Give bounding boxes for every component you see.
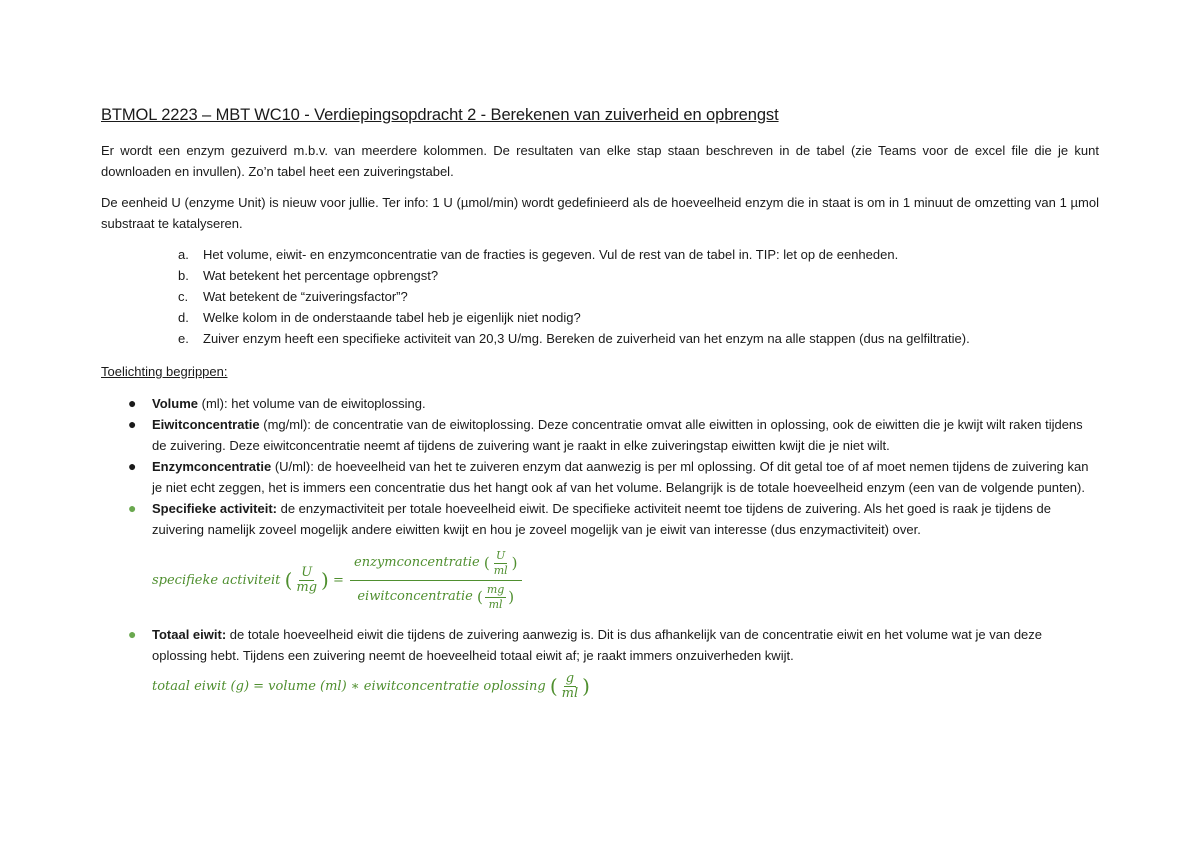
term-name: Totaal eiwit:	[152, 627, 227, 642]
task-letter: d.	[178, 310, 189, 325]
term-item-eiwitconcentratie	[101, 414, 1099, 456]
unit-denominator: ml	[493, 563, 508, 577]
term-name: Volume	[152, 396, 198, 411]
numerator-unit	[492, 549, 510, 578]
term-text: de totale hoeveelheid eiwit die tijdens de zuivering aanwezig is. Dit is dus afhankelijk van de concentratie eiwit en het volume wat je van deze oplossing hebt. Tijdens een zuivering neemt de hoeveelheid totaal eiwit af; je raakt immers onzuiverheden kwijt.	[152, 627, 1043, 663]
formula-lhs-unit	[294, 566, 319, 595]
task-text: Het volume, eiwit- en enzymconcentratie van de fracties is gegeven. Vul de rest van de tabel in. TIP: let op de eenheden.	[203, 247, 899, 262]
denominator-text: eiwitconcentratie	[357, 589, 473, 604]
formula-unit	[560, 672, 581, 701]
terms-list-continued	[101, 624, 1099, 666]
intro-paragraph-1: Er wordt een enzym gezuiverd m.b.v. van meerdere kolommen. De resultaten van elke stap staan beschreven in de tabel (zie Teams voor de excel file die je kunt downloaden en invullen). Zo’n tabel heet een zuiveringstabel.	[101, 143, 1099, 179]
task-list	[101, 244, 1099, 349]
section-subheading: Toelichting begrippen:	[101, 364, 228, 379]
formula-text: totaal eiwit (g) = volume (ml) ∗ eiwitconcentratie oplossing	[152, 678, 546, 694]
task-text: Wat betekent het percentage opbrengst?	[203, 268, 439, 283]
task-text: Wat betekent de “zuiveringsfactor”?	[203, 289, 408, 304]
formula-lhs: specifieke activiteit	[152, 572, 281, 588]
term-text: de enzymactiviteit per totale hoeveelheid eiwit. De specifieke activiteit neemt toe tijdens de zuivering. Als het goed is raak je tijdens de zuivering namelijk zoveel mogelijk andere eiwitten kwijt en hou je zoveel mogelijk van je eiwit van interesse (dus enzymactiviteit) over.	[152, 501, 1051, 537]
formula-rhs-denominator: eiwitconcentratie ( $\frac{mg}{ml}$ )	[357, 582, 515, 611]
unit-numerator: U	[496, 548, 506, 562]
task-item	[178, 307, 1099, 328]
unit-denominator: ml	[561, 685, 579, 701]
term-item-specifieke-activiteit	[101, 498, 1099, 540]
unit-denominator: mg	[296, 579, 318, 595]
formula-totaal-eiwit: totaal eiwit (g) = volume (ml) ∗ eiwitconcentratie oplossing ( $\frac{g}{ml}$ )	[152, 670, 590, 701]
task-item	[178, 286, 1099, 307]
bullet-icon: ●	[128, 395, 137, 411]
task-letter: c.	[178, 289, 189, 304]
formula-rhs-numerator: enzymconcentratie ( $\frac{U}{ml}$ )	[350, 549, 522, 581]
term-text: (U/ml): de hoeveelheid van het te zuiveren enzym dat aanwezig is per ml oplossing. Of dit getal toe of af moet nemen tijdens de zuivering kan je niet echt zeggen, het is immers een concentratie dus het hangt ook af van het volume. Belangrijk is de totale hoeveelheid enzym (een van de volgende punten).	[152, 459, 1089, 495]
numerator-text: enzymconcentratie	[354, 555, 480, 570]
term-item-totaal-eiwit	[101, 624, 1099, 666]
term-name: Enzymconcentratie	[152, 459, 272, 474]
unit-numerator: U	[301, 564, 313, 580]
unit-numerator: g	[565, 670, 575, 686]
unit-denominator: ml	[488, 597, 503, 611]
bullet-icon: ●	[128, 416, 137, 432]
term-text: (mg/ml): de concentratie van de eiwitoplossing. Deze concentratie omvat alle eiwitten in oplossing, ook de eiwitten die je kwijt wilt raken tijdens de zuivering. Deze eiwitconcentratie neemt af tijdens de zuivering want je raakt in elke zuiveringstap eiwitten kwijt die je niet wilt.	[152, 417, 1083, 453]
term-item-enzymconcentratie	[101, 456, 1099, 498]
denominator-unit	[485, 583, 506, 612]
term-text: (ml): het volume van de eiwitoplossing.	[198, 396, 426, 411]
bullet-icon: ●	[128, 458, 137, 474]
term-name: Eiwitconcentratie	[152, 417, 260, 432]
bullet-icon: ●	[128, 500, 137, 516]
task-letter: e.	[178, 331, 189, 346]
task-item	[178, 244, 1099, 265]
formula-specifieke-activiteit: specifieke activiteit ( $\frac{U}{mg}$ ) = enzymconcentratie ( $\frac{U}{ml}$ ) eiwitconcentratie ( $\frac{mg}{ml}$ )	[101, 558, 1099, 602]
document-title: BTMOL 2223 – MBT WC10 - Verdiepingsopdracht 2 - Berekenen van zuiverheid en opbrengst	[101, 106, 779, 124]
intro-paragraph-2: De eenheid U (enzyme Unit) is nieuw voor jullie. Ter info: 1 U (µmol/min) wordt gedefinieerd als de hoeveelheid enzym die in staat is om in 1 minuut de omzetting van 1 µmol substraat te katalyseren.	[101, 195, 1099, 231]
document-page	[101, 103, 1099, 702]
bullet-icon: ●	[128, 626, 137, 642]
formula-rhs-fraction	[350, 549, 522, 612]
term-item-volume	[101, 393, 1099, 414]
task-letter: b.	[178, 268, 189, 283]
task-text: Welke kolom in de onderstaande tabel heb je eigenlijk niet nodig?	[203, 310, 581, 325]
task-text: Zuiver enzym heeft een specifieke activiteit van 20,3 U/mg. Bereken de zuiverheid van het enzym na alle stappen (dus na gelfiltratie).	[203, 331, 970, 346]
task-item	[178, 265, 1099, 286]
term-name: Specifieke activiteit:	[152, 501, 277, 516]
task-letter: a.	[178, 247, 189, 262]
unit-numerator: mg	[486, 582, 505, 596]
task-item	[178, 328, 1099, 349]
terms-list	[101, 393, 1099, 540]
